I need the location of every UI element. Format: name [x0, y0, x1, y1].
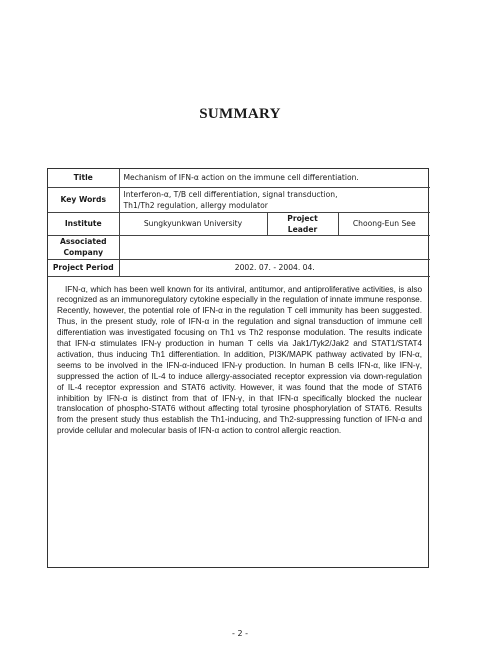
- associated-label-line-1: Associated: [59, 237, 107, 246]
- associated-label-line-2: Company: [63, 248, 104, 257]
- page-number: - 2 -: [232, 629, 248, 638]
- abstract-text: IFN-α, which has been well known for its antiviral, antitumor, and antiproliferative activities, is also recognized as an immunoregulatory cytokine especially in the regulation of innate immune response. Recently, however, the potential role of IFN-α in the regulation T cell immunity has been suggested. Thus, in the present study, role of IFN-α in the regulation and signal transduction of immune cell differentiation was investigated focusing on Th1 vs Th2 response modulation. The results indicate that IFN-α stimulates IFN-γ production in human T cells via Jak1/Tyk2/Jak2 and STAT1/STAT4 activation, thus inducing Th1 differentiation. In addition, PI3K/MAPK pathway activated by IFN-α, seems to be involved in the IFN-α-induced IFN-γ production. In human B cells IFN-α, like IFN-γ, suppressed the action of IL-4 to induce allergy-associated receptor expression via down-regulation of IL-4 receptor expression and STAT6 activity. However, it was found that the mode of STAT6 inhibition by IFN-α is distinct from that of IFN-γ, in that IFN-α specifically blocked the nuclear translocation of phospho-STAT6 without affecting total tyrosine phosphorylation of STAT6. Results from the present study thus establish the Th1-inducing, and Th2-suppressing function of IFN-α and provide cellular and molecular basis of IFN-α action to control allergic reaction.: [57, 284, 422, 436]
- keywords-row: [48, 187, 430, 212]
- project-info-table: [48, 169, 430, 277]
- project-leader-label: Project Leader: [267, 212, 338, 235]
- keywords-line-1: Interferon-α, T/B cell differentiation, signal transduction,: [123, 189, 338, 199]
- project-leader-value: Choong-Eun See: [338, 212, 430, 235]
- title-row: [48, 169, 430, 187]
- institute-label: Institute: [48, 212, 119, 235]
- summary-box: [47, 168, 429, 568]
- keywords-label: Key Words: [48, 187, 119, 212]
- institute-value: Sungkyunkwan University: [119, 212, 267, 235]
- project-period-value: 2002. 07. - 2004. 04.: [119, 259, 430, 276]
- title-value: Mechanism of IFN-α action on the immune cell differentiation.: [119, 169, 430, 187]
- page-title: SUMMARY: [199, 106, 281, 122]
- keywords-line-2: Th1/Th2 regulation, allergy modulator: [123, 200, 268, 210]
- keywords-value: [119, 187, 430, 212]
- title-label: Title: [48, 169, 119, 187]
- project-period-label: Project Period: [48, 259, 119, 276]
- associated-company-value: [119, 235, 430, 259]
- institute-row: [48, 212, 430, 235]
- associated-company-row: [48, 235, 430, 259]
- associated-company-label: [48, 235, 119, 259]
- project-period-row: [48, 259, 430, 276]
